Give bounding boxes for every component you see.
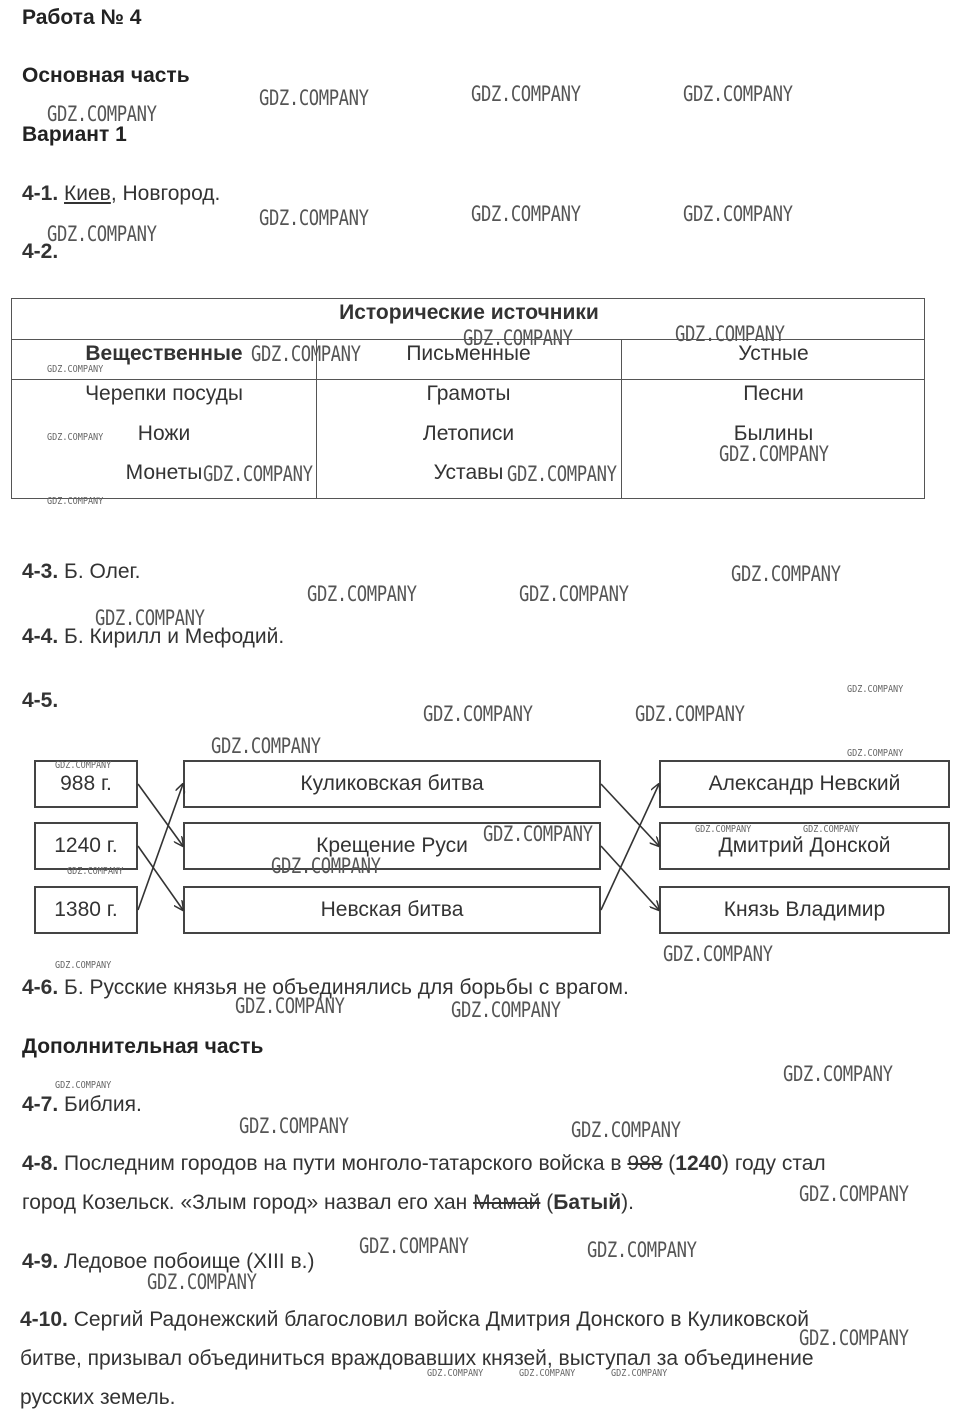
watermark: GDZ.COMPANY bbox=[519, 1368, 576, 1379]
event-box: Невская битва bbox=[183, 886, 601, 934]
year-box: 988 г. bbox=[34, 760, 138, 808]
answer-4-10-line2: битве, призывал объединиться враждовавших князей, выступал за объединение bbox=[20, 1347, 814, 1370]
arrow-kulikovo-to-donskoy bbox=[601, 784, 659, 846]
q-number: 4-10. bbox=[20, 1308, 68, 1331]
main-part-heading: Основная часть bbox=[22, 64, 190, 87]
arrow-baptism-to-vladimir bbox=[601, 846, 659, 910]
arrow-1240-to-neva bbox=[138, 846, 183, 910]
watermark: GDZ.COMPANY bbox=[47, 364, 104, 375]
struck-value: 988 bbox=[627, 1152, 663, 1175]
answer-text: ) году стал bbox=[722, 1152, 826, 1175]
corrected-value: 1240 bbox=[675, 1152, 723, 1175]
event-box: Куликовская битва bbox=[183, 760, 601, 808]
watermark: GDZ.COMPANY bbox=[47, 496, 104, 507]
watermark: GDZ.COMPANY bbox=[95, 606, 205, 630]
answer-4-10-line1 bbox=[20, 1308, 809, 1332]
watermark: GDZ.COMPANY bbox=[731, 562, 841, 586]
answer-text: Ледовое побоище (XIII в.) bbox=[64, 1250, 315, 1273]
watermark: GDZ.COMPANY bbox=[783, 1062, 893, 1086]
answer-4-7 bbox=[22, 1093, 142, 1117]
person-box: Александр Невский bbox=[659, 760, 950, 808]
column-header-written: Письменные bbox=[406, 342, 531, 365]
answer-text: Б. Кирилл и Мефодий. bbox=[64, 625, 285, 648]
table-cell: Монеты bbox=[125, 461, 203, 484]
watermark: GDZ.COMPANY bbox=[483, 822, 593, 846]
watermark: GDZ.COMPANY bbox=[55, 760, 112, 771]
answer-text: Б. Олег. bbox=[64, 560, 141, 583]
watermark: GDZ.COMPANY bbox=[587, 1238, 697, 1262]
table-cell: Черепки посуды bbox=[85, 382, 243, 405]
watermark: GDZ.COMPANY bbox=[847, 748, 904, 759]
watermark: GDZ.COMPANY bbox=[471, 82, 581, 106]
watermark: GDZ.COMPANY bbox=[211, 734, 321, 758]
watermark: GDZ.COMPANY bbox=[259, 206, 369, 230]
q-number: 4-7. bbox=[22, 1093, 59, 1116]
table-cell: Былины bbox=[733, 422, 814, 445]
watermark: GDZ.COMPANY bbox=[271, 854, 381, 878]
corrected-value: Батый bbox=[553, 1191, 622, 1214]
answer-text: Библия. bbox=[64, 1093, 142, 1116]
table-header: Исторические источники bbox=[339, 301, 599, 324]
event-box: Крещение Руси bbox=[183, 822, 601, 870]
watermark: GDZ.COMPANY bbox=[451, 998, 561, 1022]
answer-4-8-line2 bbox=[22, 1191, 634, 1215]
answer-text: , Новгород. bbox=[110, 182, 221, 205]
year-box: 1240 г. bbox=[34, 822, 138, 870]
watermark: GDZ.COMPANY bbox=[55, 960, 112, 971]
underlined-city: Киев bbox=[64, 182, 111, 205]
watermark: GDZ.COMPANY bbox=[239, 1114, 349, 1138]
watermark: GDZ.COMPANY bbox=[571, 1118, 681, 1142]
answer-4-2-number: 4-2. bbox=[22, 240, 59, 263]
page-title: Работа № 4 bbox=[22, 6, 142, 29]
watermark: GDZ.COMPANY bbox=[683, 202, 793, 226]
watermark: GDZ.COMPANY bbox=[259, 86, 369, 110]
struck-value: Мамай bbox=[473, 1191, 541, 1214]
answer-text: ( bbox=[662, 1152, 676, 1175]
table-cell: Грамоты bbox=[426, 382, 511, 405]
answer-text: ( bbox=[540, 1191, 554, 1214]
answer-text: Последним городов на пути монголо-татарского войска в bbox=[64, 1152, 628, 1175]
q-number: 4-3. bbox=[22, 560, 59, 583]
watermark: GDZ.COMPANY bbox=[695, 824, 752, 835]
person-box: Князь Владимир bbox=[659, 886, 950, 934]
person-box: Дмитрий Донской bbox=[659, 822, 950, 870]
arrow-neva-to-nevsky bbox=[601, 784, 659, 910]
watermark: GDZ.COMPANY bbox=[683, 82, 793, 106]
q-number: 4-1. bbox=[22, 182, 59, 205]
watermark: GDZ.COMPANY bbox=[307, 582, 417, 606]
table-cell: Летописи bbox=[422, 422, 515, 445]
watermark: GDZ.COMPANY bbox=[47, 102, 157, 126]
arrow-988-to-baptism bbox=[138, 784, 183, 846]
watermark: GDZ.COMPANY bbox=[55, 1080, 112, 1091]
watermark: GDZ.COMPANY bbox=[507, 462, 617, 486]
q-number: 4-6. bbox=[22, 976, 59, 999]
extra-part-heading: Дополнительная часть bbox=[22, 1035, 264, 1058]
answer-text: Б. Русские князья не объединялись для борьбы с врагом. bbox=[64, 976, 629, 999]
watermark: GDZ.COMPANY bbox=[203, 462, 313, 486]
q-number: 4-8. bbox=[22, 1152, 59, 1175]
watermark: GDZ.COMPANY bbox=[719, 442, 829, 466]
watermark: GDZ.COMPANY bbox=[423, 702, 533, 726]
table-cell: Ножи bbox=[137, 422, 191, 445]
watermark: GDZ.COMPANY bbox=[471, 202, 581, 226]
watermark: GDZ.COMPANY bbox=[799, 1326, 909, 1350]
watermark: GDZ.COMPANY bbox=[847, 684, 904, 695]
watermark: GDZ.COMPANY bbox=[147, 1270, 257, 1294]
watermark: GDZ.COMPANY bbox=[663, 942, 773, 966]
watermark: GDZ.COMPANY bbox=[235, 994, 345, 1018]
answer-4-5-number: 4-5. bbox=[22, 689, 59, 712]
watermark: GDZ.COMPANY bbox=[803, 824, 860, 835]
answer-text: Сергий Радонежский благословил войска Дмитрия Донского в Куликовской bbox=[73, 1308, 809, 1331]
answer-4-10-line3: русских земель. bbox=[20, 1386, 176, 1409]
answer-text: ). bbox=[621, 1191, 634, 1214]
watermark: GDZ.COMPANY bbox=[67, 866, 124, 877]
watermark: GDZ.COMPANY bbox=[251, 342, 361, 366]
q-number: 4-9. bbox=[22, 1250, 59, 1273]
watermark: GDZ.COMPANY bbox=[47, 432, 104, 443]
watermark: GDZ.COMPANY bbox=[427, 1368, 484, 1379]
table-cell: Песни bbox=[743, 382, 804, 405]
answer-text: город Козельск. «Злым город» назвал его хан bbox=[22, 1191, 474, 1214]
table-cell: Уставы bbox=[433, 461, 504, 484]
watermark: GDZ.COMPANY bbox=[47, 222, 157, 246]
year-box: 1380 г. bbox=[34, 886, 138, 934]
arrow-1380-to-kulikovo bbox=[138, 784, 183, 910]
watermark: GDZ.COMPANY bbox=[519, 582, 629, 606]
watermark: GDZ.COMPANY bbox=[635, 702, 745, 726]
variant-heading: Вариант 1 bbox=[22, 123, 127, 146]
column-header-material: Вещественные bbox=[85, 342, 243, 365]
watermark: GDZ.COMPANY bbox=[675, 322, 785, 346]
watermark: GDZ.COMPANY bbox=[359, 1234, 469, 1258]
q-number: 4-4. bbox=[22, 625, 59, 648]
watermark: GDZ.COMPANY bbox=[611, 1368, 668, 1379]
watermark: GDZ.COMPANY bbox=[463, 326, 573, 350]
answer-4-8-line1 bbox=[22, 1152, 826, 1176]
column-header-oral: Устные bbox=[738, 342, 809, 365]
watermark: GDZ.COMPANY bbox=[799, 1182, 909, 1206]
